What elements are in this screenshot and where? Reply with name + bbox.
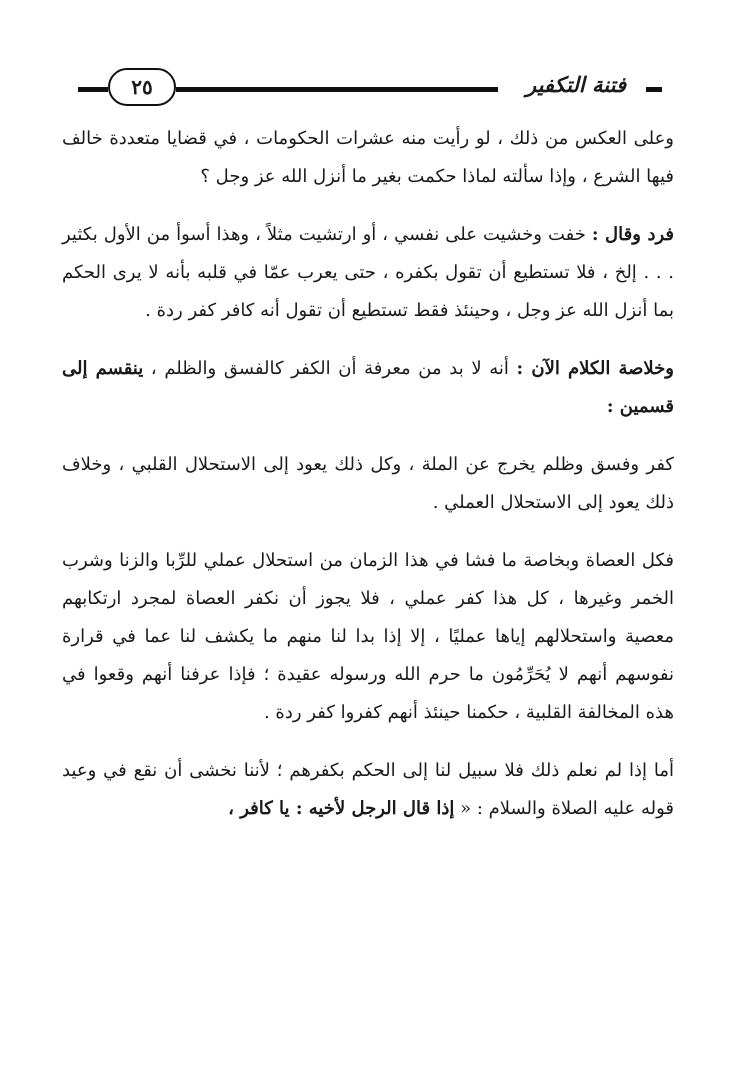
paragraph-lead: فرد وقال : (591, 224, 674, 245)
paragraph-lead: وخلاصة الكلام الآن : (516, 358, 674, 379)
paragraph (62, 446, 674, 522)
paragraph-tail: ينقسم إلى قسمين : (62, 358, 674, 417)
paragraph-text: فكل العصاة وبخاصة ما فشا في هذا الزمان من استحلال عملي للرِّبا والزنا وشرب الخمر وغيرها ، كل هذا كفر عملي ، فلا يجوز أن نكفر العصاة لمجرد ارتكابهم معصية واستحلالهم إياها عمليًا ، إلا إذا بدا لنا منهم ما يكشف لنا عما في قرارة نفوسهم أنهم لا يُحَرِّمُون ما حرم الله ورسوله عقيدة ؛ فإذا عرفنا أنهم وقعوا في هذه المخالفة القلبية ، حكمنا حينئذ أنهم كفروا كفر ردة . (62, 550, 674, 723)
paragraph-text: أنه لا بد من معرفة أن الكفر كالفسق والظلم ، (143, 358, 517, 379)
header-rule-right (646, 87, 662, 92)
paragraph (62, 752, 674, 828)
paragraph-text: أما إذا لم نعلم ذلك فلا سبيل لنا إلى الحكم بكفرهم ؛ لأننا نخشى أن نقع في وعيد قوله عليه الصلاة والسلام : « (62, 760, 674, 819)
header-rule-left (78, 87, 108, 92)
running-title: فتنة التكفير (526, 72, 626, 97)
page-header (78, 68, 668, 108)
page-number: ٢٥ (108, 68, 176, 106)
paragraph (62, 350, 674, 426)
body-text (62, 120, 674, 828)
paragraph-text: وعلى العكس من ذلك ، لو رأيت منه عشرات الحكومات ، في قضايا متعددة خالف فيها الشرع ، وإذا سألته لماذا حكمت بغير ما أنزل الله عز وجل ؟ (62, 128, 674, 187)
header-rule-middle (176, 87, 498, 92)
paragraph (62, 120, 674, 196)
paragraph-text: كفر وفسق وظلم يخرج عن الملة ، وكل ذلك يعود إلى الاستحلال القلبي ، وخلاف ذلك يعود إلى الاستحلال العملي . (62, 454, 674, 513)
paragraph-text: خفت وخشيت على نفسي ، أو ارتشيت مثلاً ، وهذا أسوأ من الأول بكثير . . . إلخ ، فلا تستطيع أن تقول بكفره ، حتى يعرب عمّا في قلبه بأنه لا يرى الحكم بما أنزل الله عز وجل ، وحينئذ فقط تستطيع أن تقول أنه كافر كفر ردة . (62, 224, 674, 321)
paragraph (62, 542, 674, 732)
paragraph-tail: إذا قال الرجل لأخيه : يا كافر ، (228, 798, 455, 819)
paragraph (62, 216, 674, 330)
